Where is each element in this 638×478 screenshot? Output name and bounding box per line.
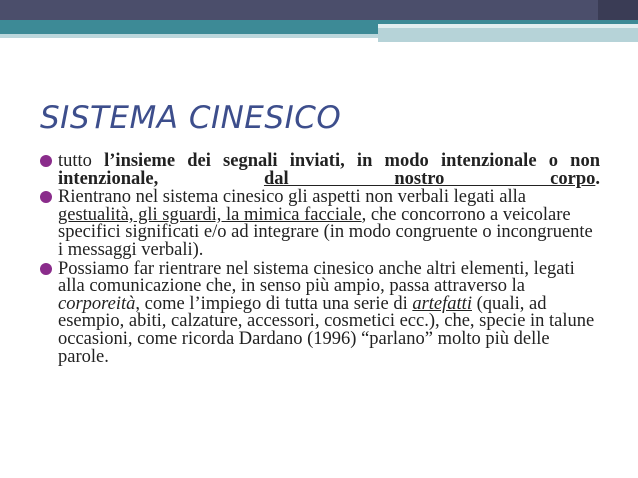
text-run: Rientrano nel sistema cinesico gli aspetti non verbali legati alla	[58, 187, 527, 208]
underlined-run: gestualità, gli sguardi, la mimica facciale	[58, 204, 362, 225]
text-run: , come l’impiego di tutta una serie di	[135, 293, 413, 314]
paragraph-text	[58, 189, 600, 259]
slide-body	[38, 153, 600, 366]
bullet-paragraph-1	[38, 153, 600, 188]
bold-run: .	[595, 168, 600, 189]
italic-run: corporeità	[58, 293, 136, 314]
text-run: (quali, ad esempio, abiti, calzature, accessori, cosmetici ecc.), che, specie in talune occasioni, come ricorda Dardano (1996) “parlano” molto più delle parole.	[58, 293, 595, 367]
slide-title: SISTEMA CINESICO	[40, 100, 342, 136]
text-run: , che concorrono a veicolare specifici significati e/o ad integrare (in modo congruente o incongruente i messaggi verbali).	[58, 204, 593, 260]
bullet-dot-icon	[40, 191, 52, 203]
header-bar-dark-end	[598, 0, 638, 20]
bullet-paragraph-3	[38, 258, 600, 367]
bullet-paragraph-2	[38, 189, 600, 259]
bullet-dot-icon	[40, 263, 52, 275]
bold-run: l’insieme dei segnali inviati, in modo intenzionale o non intenzionale,	[58, 151, 600, 189]
header-bar-dark	[0, 0, 638, 20]
underlined-bold-run: dal nostro corpo	[263, 168, 596, 189]
paragraph-text	[58, 258, 600, 367]
text-run: tutto	[58, 151, 105, 171]
text-run: Possiamo far rientrare nel sistema cinesico anche altri elementi, legati alla comunicazione che, in senso più ampio, passa attraverso la	[58, 258, 575, 297]
header-bar-light-left	[0, 34, 378, 38]
paragraph-text	[58, 153, 600, 188]
italic-underlined-run: artefatti	[412, 293, 472, 314]
header-bar-light-right	[378, 28, 638, 42]
bullet-dot-icon	[40, 155, 52, 167]
